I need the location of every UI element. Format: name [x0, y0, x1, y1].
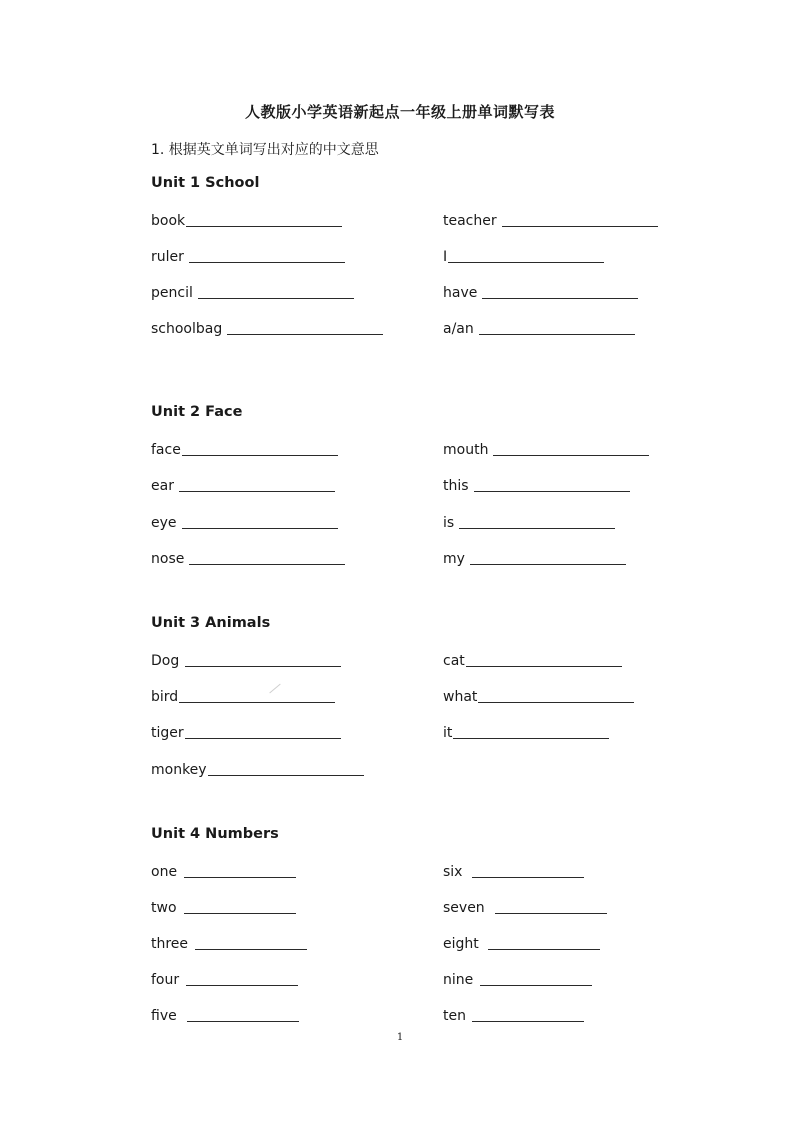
vocab-entry-this	[443, 475, 630, 495]
answer-blank[interactable]	[502, 225, 658, 227]
answer-blank[interactable]	[186, 225, 342, 227]
vocab-entry-what	[443, 686, 634, 706]
answer-blank[interactable]	[453, 737, 609, 739]
vocab-word: eight	[443, 936, 479, 952]
vocab-word: this	[443, 478, 469, 494]
answer-blank[interactable]	[478, 701, 634, 703]
vocab-entry-book	[151, 210, 342, 230]
vocab-word: a/an	[443, 321, 474, 337]
answer-blank[interactable]	[186, 984, 298, 986]
vocab-entry-two	[151, 897, 296, 917]
unit-heading-4: Unit 4 Numbers	[151, 826, 279, 842]
vocab-word: nose	[151, 551, 185, 567]
vocab-entry-mouth	[443, 439, 649, 459]
vocab-entry-eight	[443, 933, 600, 953]
vocab-entry-monkey	[151, 759, 364, 779]
vocab-entry-nose	[151, 548, 345, 568]
vocab-word: bird	[151, 689, 179, 705]
vocab-entry-ruler	[151, 246, 345, 266]
answer-blank[interactable]	[185, 665, 341, 667]
vocab-entry-teacher	[443, 210, 658, 230]
vocab-entry-five	[151, 1005, 299, 1025]
vocab-word: seven	[443, 900, 485, 916]
vocab-word: book	[151, 213, 186, 229]
vocab-entry-my	[443, 548, 626, 568]
page-number: 1	[396, 1032, 404, 1043]
vocab-entry-schoolbag	[151, 318, 383, 338]
answer-blank[interactable]	[185, 737, 341, 739]
vocab-entry-three	[151, 933, 307, 953]
answer-blank[interactable]	[189, 563, 345, 565]
vocab-entry-cat	[443, 650, 622, 670]
answer-blank[interactable]	[482, 297, 638, 299]
vocab-entry-pencil	[151, 282, 354, 302]
answer-blank[interactable]	[466, 665, 622, 667]
vocab-word: four	[151, 972, 180, 988]
answer-blank[interactable]	[493, 454, 649, 456]
vocab-entry-i	[443, 246, 604, 266]
answer-blank[interactable]	[184, 876, 296, 878]
answer-blank[interactable]	[195, 948, 307, 950]
vocab-entry-one	[151, 861, 296, 881]
document-title: 人教版小学英语新起点一年级上册单词默写表	[244, 103, 555, 121]
answer-blank[interactable]	[488, 948, 600, 950]
unit-heading-2: Unit 2 Face	[151, 404, 243, 420]
answer-blank[interactable]	[472, 1020, 584, 1022]
vocab-word: eye	[151, 515, 177, 531]
vocab-word: face	[151, 442, 181, 458]
vocab-word: Dog	[151, 653, 180, 669]
vocab-entry-bird	[151, 686, 335, 706]
answer-blank[interactable]	[189, 261, 345, 263]
vocab-word: what	[443, 689, 478, 705]
vocab-word: I	[443, 249, 448, 265]
vocab-entry-six	[443, 861, 584, 881]
vocab-word: cat	[443, 653, 465, 669]
answer-blank[interactable]	[495, 912, 607, 914]
unit-heading-1: Unit 1 School	[151, 175, 260, 191]
vocab-word: ear	[151, 478, 174, 494]
vocab-entry-it	[443, 722, 609, 742]
instruction-text: 1. 根据英文单词写出对应的中文意思	[151, 142, 379, 158]
vocab-entry-seven	[443, 897, 607, 917]
vocab-word: five	[151, 1008, 177, 1024]
vocab-word: monkey	[151, 762, 207, 778]
answer-blank[interactable]	[479, 333, 635, 335]
vocab-word: schoolbag	[151, 321, 223, 337]
answer-blank[interactable]	[187, 1020, 299, 1022]
answer-blank[interactable]	[198, 297, 354, 299]
answer-blank[interactable]	[208, 774, 364, 776]
vocab-entry-is	[443, 512, 615, 532]
answer-blank[interactable]	[182, 527, 338, 529]
vocab-entry-eye	[151, 512, 338, 532]
vocab-word: have	[443, 285, 478, 301]
answer-blank[interactable]	[459, 527, 615, 529]
vocab-word: nine	[443, 972, 474, 988]
vocab-entry-have	[443, 282, 638, 302]
vocab-entry-ear	[151, 475, 335, 495]
vocab-word: ten	[443, 1008, 466, 1024]
vocab-entry-a-an	[443, 318, 635, 338]
answer-blank[interactable]	[179, 701, 335, 703]
vocab-entry-tiger	[151, 722, 341, 742]
vocab-word: mouth	[443, 442, 489, 458]
answer-blank[interactable]	[448, 261, 604, 263]
vocab-entry-face	[151, 439, 338, 459]
vocab-word: tiger	[151, 725, 184, 741]
vocab-word: is	[443, 515, 455, 531]
vocab-word: three	[151, 936, 189, 952]
answer-blank[interactable]	[470, 563, 626, 565]
answer-blank[interactable]	[227, 333, 383, 335]
answer-blank[interactable]	[472, 876, 584, 878]
vocab-word: ruler	[151, 249, 184, 265]
vocab-entry-ten	[443, 1005, 584, 1025]
answer-blank[interactable]	[480, 984, 592, 986]
vocab-word: teacher	[443, 213, 497, 229]
vocab-entry-four	[151, 969, 298, 989]
vocab-word: six	[443, 864, 463, 880]
vocab-word: one	[151, 864, 178, 880]
vocab-word: it	[443, 725, 453, 741]
vocab-entry-nine	[443, 969, 592, 989]
answer-blank[interactable]	[474, 490, 630, 492]
answer-blank[interactable]	[179, 490, 335, 492]
vocab-entry-dog	[151, 650, 341, 670]
vocab-word: pencil	[151, 285, 193, 301]
answer-blank[interactable]	[182, 454, 338, 456]
answer-blank[interactable]	[184, 912, 296, 914]
vocab-word: two	[151, 900, 177, 916]
unit-heading-3: Unit 3 Animals	[151, 615, 271, 631]
vocab-word: my	[443, 551, 465, 567]
